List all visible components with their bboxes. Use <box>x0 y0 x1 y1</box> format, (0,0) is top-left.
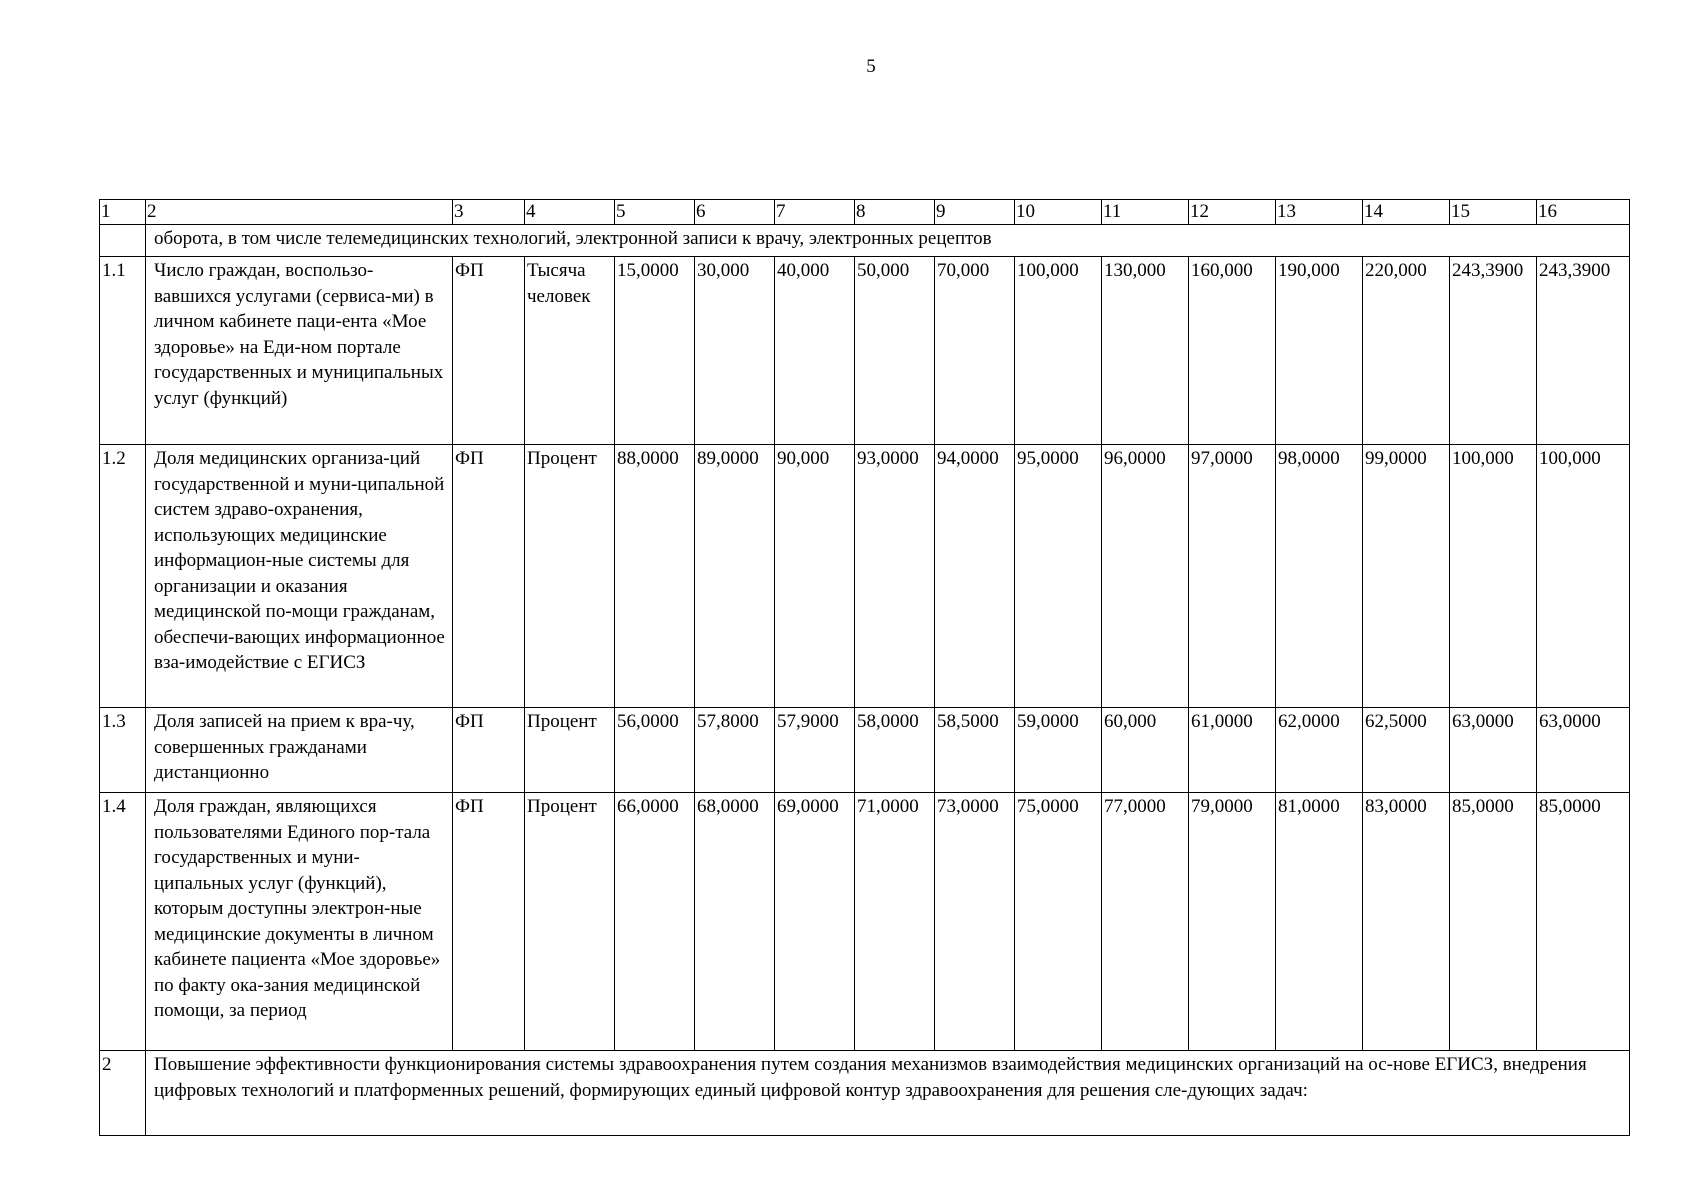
row-number: 1.1 <box>100 257 146 445</box>
value-cell: 69,0000 <box>775 793 855 1051</box>
unit-cell: Процент <box>525 793 615 1051</box>
value-cell: 61,0000 <box>1189 708 1276 793</box>
value-cell: 95,0000 <box>1015 445 1102 708</box>
section-row <box>100 1051 1630 1136</box>
source-cell: ФП <box>453 708 525 793</box>
column-number: 7 <box>775 200 855 225</box>
row-number: 1.3 <box>100 708 146 793</box>
indicator-name: Число граждан, воспользо-вавшихся услугами (сервиса-ми) в личном кабинете паци-ента «Мое здоровье» на Еди-ном портале государственных и муниципальных услуг (функций) <box>146 257 453 445</box>
value-cell: 40,000 <box>775 257 855 445</box>
value-cell: 57,9000 <box>775 708 855 793</box>
section-text: Повышение эффективности функционирования системы здравоохранения путем создания механизмов взаимодействия медицинских организаций на ос-нове ЕГИСЗ, внедрения цифровых технологий и платформенных решений, формирующих единый цифровой контур здравоохранения для решения сле-дующих задач: <box>146 1051 1630 1136</box>
value-cell: 97,0000 <box>1189 445 1276 708</box>
row-number: 1.2 <box>100 445 146 708</box>
value-cell: 58,0000 <box>855 708 935 793</box>
indicator-name: Доля граждан, являющихся пользователями Единого пор-тала государственных и муни-ципальных услуг (функций), которым доступны электрон-ные медицинские документы в личном кабинете пациента «Мое здоровье» по факту ока-зания медицинской помощи, за период <box>146 793 453 1051</box>
column-number: 3 <box>453 200 525 225</box>
source-cell: ФП <box>453 445 525 708</box>
value-cell: 60,000 <box>1102 708 1189 793</box>
column-number: 10 <box>1015 200 1102 225</box>
value-cell: 30,000 <box>695 257 775 445</box>
value-cell: 66,0000 <box>615 793 695 1051</box>
value-cell: 89,0000 <box>695 445 775 708</box>
value-cell: 100,000 <box>1450 445 1537 708</box>
indicators-table <box>99 199 1630 1136</box>
value-cell: 70,000 <box>935 257 1015 445</box>
table-row <box>100 708 1630 793</box>
value-cell: 58,5000 <box>935 708 1015 793</box>
column-number: 9 <box>935 200 1015 225</box>
column-number: 12 <box>1189 200 1276 225</box>
value-cell: 63,0000 <box>1537 708 1630 793</box>
value-cell: 94,0000 <box>935 445 1015 708</box>
value-cell: 100,000 <box>1015 257 1102 445</box>
column-number: 4 <box>525 200 615 225</box>
value-cell: 79,0000 <box>1189 793 1276 1051</box>
value-cell: 88,0000 <box>615 445 695 708</box>
value-cell: 81,0000 <box>1276 793 1363 1051</box>
source-cell: ФП <box>453 257 525 445</box>
value-cell: 160,000 <box>1189 257 1276 445</box>
row-number: 1.4 <box>100 793 146 1051</box>
column-number: 15 <box>1450 200 1537 225</box>
column-number-row <box>100 200 1630 225</box>
value-cell: 99,0000 <box>1363 445 1450 708</box>
value-cell: 85,0000 <box>1450 793 1537 1051</box>
value-cell: 220,000 <box>1363 257 1450 445</box>
empty-cell <box>100 225 146 257</box>
unit-cell: Процент <box>525 445 615 708</box>
column-number: 2 <box>146 200 453 225</box>
column-number: 13 <box>1276 200 1363 225</box>
column-number: 6 <box>695 200 775 225</box>
value-cell: 15,0000 <box>615 257 695 445</box>
column-number: 5 <box>615 200 695 225</box>
column-number: 11 <box>1102 200 1189 225</box>
value-cell: 63,0000 <box>1450 708 1537 793</box>
value-cell: 85,0000 <box>1537 793 1630 1051</box>
table-row <box>100 793 1630 1051</box>
continuation-text: оборота, в том числе телемедицинских технологий, электронной записи к врачу, электронных рецептов <box>146 225 1630 257</box>
value-cell: 243,3900 <box>1537 257 1630 445</box>
value-cell: 62,0000 <box>1276 708 1363 793</box>
value-cell: 96,0000 <box>1102 445 1189 708</box>
value-cell: 98,0000 <box>1276 445 1363 708</box>
value-cell: 90,000 <box>775 445 855 708</box>
table-row <box>100 445 1630 708</box>
value-cell: 50,000 <box>855 257 935 445</box>
column-number: 1 <box>100 200 146 225</box>
column-number: 8 <box>855 200 935 225</box>
indicator-name: Доля медицинских организа-ций государственной и муни-ципальной систем здраво-охранения, использующих медицинские информацион-ные системы для организации и оказания медицинской по-мощи гражданам, обеспечи-вающих информационное вза-имодействие с ЕГИСЗ <box>146 445 453 708</box>
source-cell: ФП <box>453 793 525 1051</box>
column-number: 14 <box>1363 200 1450 225</box>
value-cell: 62,5000 <box>1363 708 1450 793</box>
row-number: 2 <box>100 1051 146 1136</box>
table-row <box>100 257 1630 445</box>
page-number: 5 <box>866 56 876 77</box>
value-cell: 243,3900 <box>1450 257 1537 445</box>
continuation-row <box>100 225 1630 257</box>
value-cell: 59,0000 <box>1015 708 1102 793</box>
value-cell: 68,0000 <box>695 793 775 1051</box>
value-cell: 71,0000 <box>855 793 935 1051</box>
indicator-name: Доля записей на прием к вра-чу, совершенных гражданами дистанционно <box>146 708 453 793</box>
value-cell: 56,0000 <box>615 708 695 793</box>
value-cell: 57,8000 <box>695 708 775 793</box>
value-cell: 93,0000 <box>855 445 935 708</box>
value-cell: 130,000 <box>1102 257 1189 445</box>
value-cell: 73,0000 <box>935 793 1015 1051</box>
unit-cell: Процент <box>525 708 615 793</box>
value-cell: 83,0000 <box>1363 793 1450 1051</box>
unit-cell: Тысяча человек <box>525 257 615 445</box>
value-cell: 75,0000 <box>1015 793 1102 1051</box>
value-cell: 100,000 <box>1537 445 1630 708</box>
value-cell: 190,000 <box>1276 257 1363 445</box>
value-cell: 77,0000 <box>1102 793 1189 1051</box>
column-number: 16 <box>1537 200 1630 225</box>
